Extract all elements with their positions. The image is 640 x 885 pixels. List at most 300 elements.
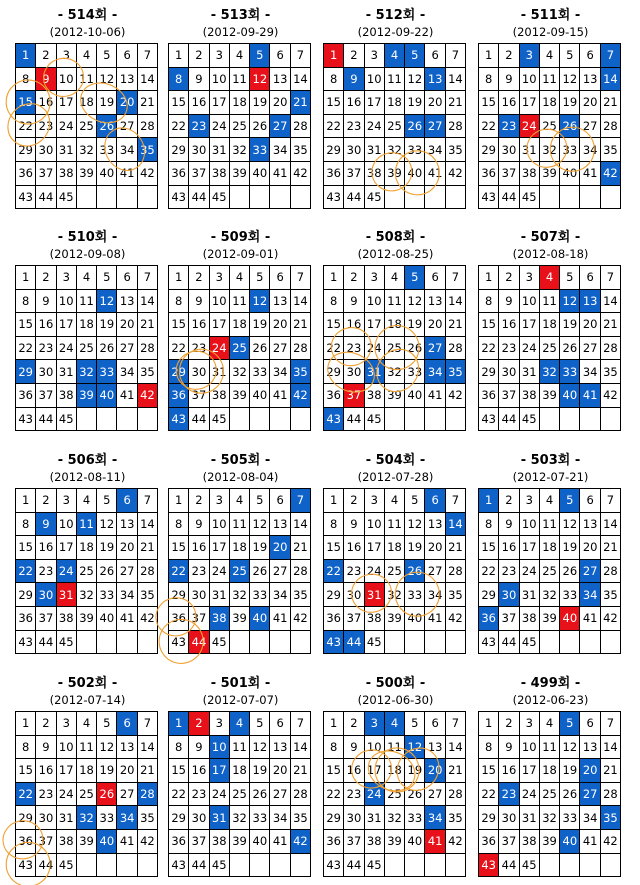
- number-cell: 7: [290, 712, 310, 736]
- number-cell: 21: [137, 313, 157, 337]
- draw-panel: [323, 8, 468, 214]
- winning-number-cell: 4: [384, 712, 404, 736]
- number-cell: 10: [56, 289, 76, 313]
- empty-cell: [250, 407, 270, 431]
- number-cell: 19: [250, 91, 270, 115]
- number-cell: 22: [324, 114, 344, 138]
- draw-title: - 511회 -: [520, 8, 581, 23]
- number-cell: 29: [479, 360, 499, 384]
- winning-number-cell: 25: [229, 336, 249, 360]
- number-cell: 10: [364, 67, 384, 91]
- winning-number-cell: 40: [560, 829, 580, 853]
- winning-number-cell: 43: [324, 407, 344, 431]
- number-cell: 5: [560, 44, 580, 68]
- winning-number-cell: 35: [290, 360, 310, 384]
- number-cell: 6: [270, 266, 290, 290]
- number-cell: 15: [16, 759, 36, 783]
- number-cell: 17: [56, 313, 76, 337]
- number-cell: 12: [250, 512, 270, 536]
- draw-title: - 502회 -: [57, 676, 118, 691]
- number-grid: [478, 488, 621, 654]
- number-cell: 28: [600, 114, 620, 138]
- number-cell: 30: [344, 138, 364, 162]
- winning-number-cell: 30: [499, 583, 519, 607]
- number-cell: 31: [56, 806, 76, 830]
- number-cell: 11: [76, 735, 96, 759]
- number-cell: 3: [56, 489, 76, 513]
- number-cell: 11: [539, 512, 559, 536]
- number-cell: 10: [519, 67, 539, 91]
- number-grid: [323, 43, 466, 209]
- empty-cell: [137, 630, 157, 654]
- number-cell: 33: [97, 583, 117, 607]
- number-cell: 20: [270, 759, 290, 783]
- winning-number-cell: 27: [580, 559, 600, 583]
- number-cell: 41: [270, 383, 290, 407]
- number-cell: 39: [539, 161, 559, 185]
- number-cell: 38: [519, 161, 539, 185]
- number-cell: 12: [405, 512, 425, 536]
- number-cell: 11: [539, 289, 559, 313]
- number-cell: 33: [560, 806, 580, 830]
- number-cell: 15: [169, 313, 189, 337]
- number-cell: 16: [189, 759, 209, 783]
- number-cell: 1: [169, 266, 189, 290]
- empty-cell: [270, 630, 290, 654]
- number-cell: 4: [539, 712, 559, 736]
- number-cell: 39: [229, 606, 249, 630]
- number-cell: 41: [580, 829, 600, 853]
- number-cell: 18: [76, 91, 96, 115]
- number-cell: 2: [499, 266, 519, 290]
- number-cell: 20: [580, 91, 600, 115]
- number-cell: 32: [76, 138, 96, 162]
- number-cell: 1: [169, 489, 189, 513]
- number-cell: 42: [600, 829, 620, 853]
- number-cell: 29: [479, 806, 499, 830]
- number-cell: 9: [344, 512, 364, 536]
- number-cell: 1: [16, 712, 36, 736]
- number-cell: 36: [16, 383, 36, 407]
- number-cell: 4: [229, 44, 249, 68]
- winning-number-cell: 32: [539, 360, 559, 384]
- number-cell: 31: [364, 806, 384, 830]
- number-cell: 33: [560, 138, 580, 162]
- winning-number-cell: 26: [97, 114, 117, 138]
- number-cell: 17: [209, 313, 229, 337]
- number-cell: 4: [76, 266, 96, 290]
- winning-number-cell: 24: [56, 559, 76, 583]
- number-cell: 37: [189, 606, 209, 630]
- number-cell: 14: [600, 735, 620, 759]
- number-cell: 38: [56, 161, 76, 185]
- number-cell: 5: [250, 266, 270, 290]
- number-cell: 37: [499, 383, 519, 407]
- number-cell: 14: [600, 512, 620, 536]
- number-cell: 35: [290, 583, 310, 607]
- number-cell: 43: [16, 407, 36, 431]
- number-cell: 7: [137, 712, 157, 736]
- number-cell: 18: [539, 759, 559, 783]
- number-cell: 38: [364, 161, 384, 185]
- number-cell: 13: [270, 289, 290, 313]
- winning-number-cell: 7: [600, 44, 620, 68]
- number-cell: 11: [384, 67, 404, 91]
- number-cell: 15: [324, 536, 344, 560]
- number-cell: 24: [209, 782, 229, 806]
- number-cell: 17: [519, 536, 539, 560]
- number-cell: 10: [56, 735, 76, 759]
- number-cell: 32: [229, 360, 249, 384]
- number-cell: 34: [270, 583, 290, 607]
- number-cell: 14: [290, 735, 310, 759]
- number-cell: 6: [117, 266, 137, 290]
- number-cell: 24: [56, 782, 76, 806]
- winning-number-cell: 12: [97, 289, 117, 313]
- number-cell: 8: [169, 735, 189, 759]
- number-cell: 2: [36, 44, 56, 68]
- number-cell: 14: [290, 67, 310, 91]
- number-cell: 9: [499, 67, 519, 91]
- number-cell: 43: [16, 630, 36, 654]
- winning-number-cell: 22: [16, 782, 36, 806]
- number-grid: [323, 711, 466, 877]
- number-cell: 3: [209, 489, 229, 513]
- number-cell: 27: [580, 336, 600, 360]
- draw-title: - 503회 -: [520, 453, 581, 468]
- empty-cell: [539, 630, 559, 654]
- number-cell: 39: [229, 161, 249, 185]
- number-grid: [478, 711, 621, 877]
- number-cell: 3: [519, 266, 539, 290]
- empty-cell: [560, 853, 580, 877]
- empty-cell: [580, 630, 600, 654]
- empty-cell: [560, 185, 580, 209]
- empty-cell: [97, 185, 117, 209]
- number-cell: 34: [117, 583, 137, 607]
- number-cell: 6: [425, 266, 445, 290]
- number-cell: 11: [229, 512, 249, 536]
- number-cell: 44: [499, 630, 519, 654]
- winning-number-cell: 42: [600, 161, 620, 185]
- number-cell: 2: [36, 489, 56, 513]
- number-grid: [15, 265, 158, 431]
- winning-number-cell: 20: [580, 759, 600, 783]
- winning-number-cell: 22: [324, 559, 344, 583]
- bonus-number-cell: 44: [189, 630, 209, 654]
- draw-panel: [323, 453, 468, 659]
- empty-cell: [425, 407, 445, 431]
- draw-title: - 513회 -: [210, 8, 271, 23]
- bonus-number-cell: 24: [519, 114, 539, 138]
- winning-number-cell: 13: [425, 67, 445, 91]
- number-cell: 11: [384, 512, 404, 536]
- number-cell: 38: [364, 829, 384, 853]
- number-cell: 19: [560, 536, 580, 560]
- empty-cell: [229, 407, 249, 431]
- empty-cell: [405, 853, 425, 877]
- draw-panel: [15, 230, 160, 436]
- draw-date: (2012-06-30): [357, 693, 434, 707]
- empty-cell: [600, 185, 620, 209]
- draw-date: (2012-08-18): [512, 247, 589, 261]
- number-cell: 39: [539, 606, 559, 630]
- number-cell: 21: [600, 536, 620, 560]
- number-cell: 33: [97, 806, 117, 830]
- number-cell: 44: [189, 407, 209, 431]
- number-cell: 38: [519, 383, 539, 407]
- empty-cell: [250, 185, 270, 209]
- number-cell: 44: [344, 185, 364, 209]
- number-cell: 29: [324, 138, 344, 162]
- number-cell: 37: [499, 829, 519, 853]
- number-cell: 21: [445, 536, 465, 560]
- number-grid: [168, 711, 311, 877]
- empty-cell: [560, 407, 580, 431]
- number-cell: 24: [519, 782, 539, 806]
- number-cell: 39: [539, 829, 559, 853]
- winning-number-cell: 23: [499, 114, 519, 138]
- number-cell: 42: [137, 161, 157, 185]
- number-cell: 3: [364, 44, 384, 68]
- number-cell: 14: [290, 289, 310, 313]
- number-cell: 5: [560, 266, 580, 290]
- empty-cell: [425, 630, 445, 654]
- number-cell: 34: [580, 806, 600, 830]
- number-cell: 24: [56, 336, 76, 360]
- number-cell: 45: [519, 407, 539, 431]
- number-cell: 6: [580, 489, 600, 513]
- number-cell: 37: [344, 829, 364, 853]
- number-cell: 12: [405, 67, 425, 91]
- empty-cell: [580, 407, 600, 431]
- number-cell: 40: [250, 383, 270, 407]
- number-cell: 25: [76, 559, 96, 583]
- number-cell: 17: [209, 91, 229, 115]
- winning-number-cell: 40: [250, 606, 270, 630]
- number-cell: 13: [117, 512, 137, 536]
- number-cell: 31: [56, 138, 76, 162]
- number-cell: 30: [189, 360, 209, 384]
- number-cell: 35: [445, 583, 465, 607]
- number-cell: 33: [250, 360, 270, 384]
- number-cell: 8: [16, 289, 36, 313]
- number-cell: 21: [445, 759, 465, 783]
- number-cell: 13: [580, 512, 600, 536]
- number-cell: 23: [344, 559, 364, 583]
- number-cell: 8: [169, 512, 189, 536]
- number-cell: 41: [117, 161, 137, 185]
- number-cell: 37: [36, 829, 56, 853]
- number-cell: 34: [117, 360, 137, 384]
- number-cell: 16: [189, 313, 209, 337]
- winning-number-cell: 11: [76, 512, 96, 536]
- number-cell: 23: [189, 782, 209, 806]
- number-cell: 32: [384, 360, 404, 384]
- number-cell: 5: [250, 489, 270, 513]
- number-cell: 8: [479, 735, 499, 759]
- number-cell: 13: [580, 735, 600, 759]
- draw-panel: [168, 8, 313, 214]
- number-cell: 37: [36, 383, 56, 407]
- number-cell: 33: [250, 806, 270, 830]
- number-cell: 12: [97, 67, 117, 91]
- number-cell: 28: [445, 114, 465, 138]
- number-cell: 10: [519, 735, 539, 759]
- number-cell: 43: [169, 185, 189, 209]
- bonus-number-cell: 40: [560, 606, 580, 630]
- number-cell: 44: [36, 630, 56, 654]
- number-cell: 21: [600, 759, 620, 783]
- number-cell: 5: [405, 489, 425, 513]
- number-cell: 10: [519, 289, 539, 313]
- number-cell: 38: [519, 829, 539, 853]
- number-cell: 8: [16, 67, 36, 91]
- number-cell: 13: [117, 289, 137, 313]
- winning-number-cell: 29: [169, 360, 189, 384]
- winning-number-cell: 31: [209, 806, 229, 830]
- number-cell: 13: [425, 289, 445, 313]
- number-cell: 3: [209, 712, 229, 736]
- bonus-number-cell: 2: [189, 712, 209, 736]
- number-cell: 3: [209, 266, 229, 290]
- number-cell: 24: [519, 559, 539, 583]
- number-cell: 35: [600, 360, 620, 384]
- number-cell: 25: [384, 782, 404, 806]
- empty-cell: [250, 853, 270, 877]
- number-cell: 6: [580, 44, 600, 68]
- number-cell: 36: [324, 829, 344, 853]
- number-cell: 12: [97, 512, 117, 536]
- number-cell: 32: [384, 583, 404, 607]
- number-cell: 23: [344, 336, 364, 360]
- winning-number-cell: 27: [580, 782, 600, 806]
- number-grid: [323, 488, 466, 654]
- number-cell: 31: [209, 360, 229, 384]
- number-cell: 37: [189, 829, 209, 853]
- number-cell: 42: [445, 383, 465, 407]
- number-cell: 43: [324, 185, 344, 209]
- number-cell: 36: [324, 161, 344, 185]
- number-cell: 19: [560, 91, 580, 115]
- number-cell: 30: [189, 138, 209, 162]
- number-cell: 30: [36, 138, 56, 162]
- number-cell: 13: [270, 735, 290, 759]
- number-cell: 8: [324, 512, 344, 536]
- draw-panel: [323, 676, 468, 882]
- number-cell: 45: [209, 630, 229, 654]
- number-cell: 43: [169, 630, 189, 654]
- number-cell: 37: [189, 161, 209, 185]
- empty-cell: [229, 853, 249, 877]
- draw-date: (2012-07-07): [202, 693, 279, 707]
- draw-title: - 507회 -: [520, 230, 581, 245]
- empty-cell: [384, 630, 404, 654]
- number-cell: 45: [364, 407, 384, 431]
- number-cell: 13: [117, 735, 137, 759]
- number-cell: 18: [539, 313, 559, 337]
- empty-cell: [445, 185, 465, 209]
- empty-cell: [405, 185, 425, 209]
- number-cell: 40: [405, 829, 425, 853]
- winning-number-cell: 5: [560, 712, 580, 736]
- winning-number-cell: 12: [405, 735, 425, 759]
- winning-number-cell: 4: [384, 44, 404, 68]
- number-cell: 16: [36, 91, 56, 115]
- number-cell: 26: [250, 782, 270, 806]
- winning-number-cell: 12: [560, 289, 580, 313]
- number-cell: 44: [344, 407, 364, 431]
- number-cell: 41: [117, 829, 137, 853]
- draw-title: - 514회 -: [57, 8, 118, 23]
- empty-cell: [290, 630, 310, 654]
- number-cell: 18: [76, 759, 96, 783]
- number-cell: 29: [169, 138, 189, 162]
- draw-panel: [478, 230, 623, 436]
- number-cell: 7: [137, 44, 157, 68]
- draw-date: (2012-09-15): [512, 25, 589, 39]
- number-cell: 35: [137, 806, 157, 830]
- number-cell: 5: [250, 712, 270, 736]
- number-cell: 31: [209, 138, 229, 162]
- number-cell: 5: [405, 712, 425, 736]
- number-cell: 33: [405, 806, 425, 830]
- number-cell: 44: [189, 185, 209, 209]
- number-cell: 9: [344, 735, 364, 759]
- number-cell: 45: [364, 853, 384, 877]
- number-cell: 16: [189, 91, 209, 115]
- number-cell: 23: [344, 114, 364, 138]
- draw-panel: [323, 230, 468, 436]
- number-cell: 14: [445, 289, 465, 313]
- bonus-number-cell: 4: [539, 266, 559, 290]
- number-cell: 18: [229, 313, 249, 337]
- winning-number-cell: 35: [600, 806, 620, 830]
- number-cell: 30: [344, 806, 364, 830]
- number-cell: 36: [479, 829, 499, 853]
- number-cell: 36: [169, 606, 189, 630]
- empty-cell: [76, 853, 96, 877]
- number-cell: 17: [364, 536, 384, 560]
- number-cell: 7: [600, 266, 620, 290]
- number-cell: 17: [364, 313, 384, 337]
- number-cell: 45: [209, 407, 229, 431]
- number-cell: 17: [519, 313, 539, 337]
- number-cell: 38: [364, 606, 384, 630]
- draw-date: (2012-07-21): [512, 470, 589, 484]
- number-cell: 16: [499, 759, 519, 783]
- number-cell: 8: [16, 735, 36, 759]
- number-cell: 10: [209, 67, 229, 91]
- number-cell: 38: [56, 829, 76, 853]
- number-cell: 26: [560, 559, 580, 583]
- number-cell: 11: [229, 67, 249, 91]
- number-cell: 26: [405, 782, 425, 806]
- number-cell: 41: [270, 606, 290, 630]
- number-cell: 27: [425, 559, 445, 583]
- empty-cell: [117, 630, 137, 654]
- number-cell: 25: [384, 114, 404, 138]
- number-cell: 24: [364, 559, 384, 583]
- number-cell: 20: [425, 313, 445, 337]
- number-cell: 9: [499, 289, 519, 313]
- empty-cell: [580, 185, 600, 209]
- number-cell: 1: [16, 489, 36, 513]
- number-cell: 41: [425, 161, 445, 185]
- number-cell: 4: [76, 712, 96, 736]
- number-cell: 1: [169, 44, 189, 68]
- number-cell: 44: [344, 853, 364, 877]
